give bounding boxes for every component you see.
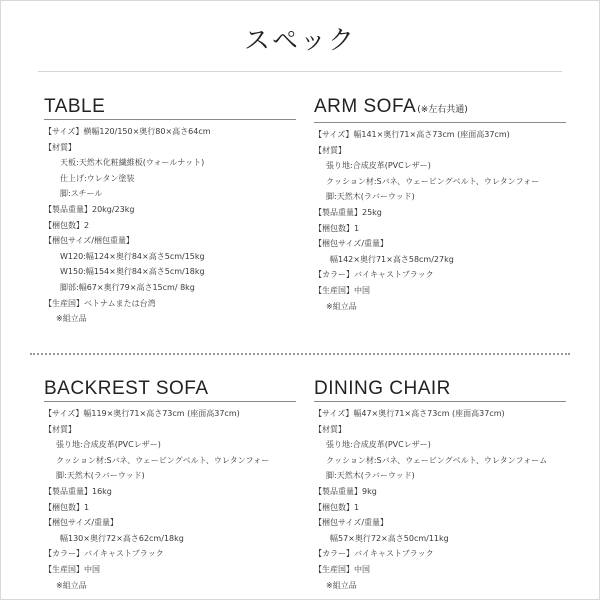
spec-line-size: 【サイズ】幅47×奥行71×高さ73cm (座面高37cm) [314, 409, 505, 418]
section-heading-text: ARM SOFA [314, 96, 417, 117]
spec-line-package: 脚部:幅67×奥行79×高さ15cm/ 8kg [60, 282, 195, 292]
spec-line-material: 張り地:合成皮革(PVCレザー) [326, 440, 431, 450]
spec-line-size: 【サイズ】幅119×奥行71×高さ73cm (座面高37cm) [44, 409, 240, 418]
spec-lines [44, 406, 299, 593]
section-heading [314, 378, 569, 400]
spec-line-weight: 【製品重量】20kg/23kg [44, 204, 135, 214]
spec-line-assembly-note: ※組立品 [326, 580, 357, 590]
dotted-divider [30, 353, 570, 355]
spec-line-color: 【カラー】バイキャストブラック [314, 270, 434, 280]
section-heading [44, 378, 299, 400]
spec-line-material: クッション材:Sバネ、ウェービングベルト、ウレタンフォーム [326, 455, 548, 465]
spec-line-origin: 【生産国】中国 [314, 564, 370, 574]
spec-line-package-label: 【梱包サイズ/梱包重量】 [44, 236, 135, 246]
spec-section-backrest-sofa [44, 378, 299, 593]
spec-line-package: 幅142×奥行71×高さ58cm/27kg [330, 254, 454, 264]
section-rule [314, 122, 566, 123]
section-heading-text: TABLE [44, 96, 106, 117]
spec-line-material: 脚:天然木(ラバーウッド) [56, 471, 145, 481]
spec-line-material: 脚:天然木(ラバーウッド) [326, 471, 415, 481]
section-heading [44, 96, 299, 118]
spec-line-package-count: 【梱包数】1 [314, 502, 360, 512]
spec-line-material-label: 【材質】 [314, 145, 346, 155]
spec-line-package-count: 【梱包数】2 [44, 220, 90, 230]
section-heading [314, 96, 569, 121]
section-heading-text: BACKREST SOFA [44, 378, 209, 399]
spec-line-size: 【サイズ】幅141×奥行71×高さ73cm (座面高37cm) [314, 130, 510, 139]
section-heading-note: (※左右共通) [417, 105, 468, 115]
spec-line-assembly-note: ※組立品 [56, 314, 87, 324]
spec-line-package-count: 【梱包数】1 [314, 223, 360, 233]
spec-line-assembly-note: ※組立品 [56, 580, 87, 590]
spec-line-package: W150:幅154×奥行84×高さ5cm/18kg [60, 267, 205, 277]
spec-section-arm-sofa [314, 96, 569, 314]
spec-lines [44, 124, 299, 327]
section-rule [314, 401, 566, 402]
spec-line-material: クッション材:Sバネ、ウェービングベルト、ウレタンフォー [326, 176, 540, 186]
spec-line-package-label: 【梱包サイズ/重量】 [314, 239, 389, 249]
spec-line-weight: 【製品重量】25kg [314, 207, 382, 217]
spec-section-table [44, 96, 299, 327]
spec-line-color: 【カラー】バイキャストブラック [314, 549, 434, 559]
spec-line-package: 幅130×奥行72×高さ62cm/18kg [60, 533, 184, 543]
page-title: スペック [243, 26, 356, 56]
spec-line-material: 脚:スチール [60, 189, 103, 199]
spec-line-material: 張り地:合成皮革(PVCレザー) [326, 161, 431, 171]
spec-section-dining-chair [314, 378, 569, 593]
spec-line-material: 天板:天然木化粧繊維板(ウォールナット) [60, 158, 205, 168]
spec-line-origin: 【生産国】中国 [314, 285, 370, 295]
spec-line-package: W120:幅124×奥行84×高さ5cm/15kg [60, 251, 205, 261]
spec-lines [314, 406, 569, 593]
spec-line-origin: 【生産国】ベトナムまたは台湾 [44, 298, 156, 308]
spec-line-package: 幅57×奥行72×高さ50cm/11kg [330, 533, 449, 543]
title-divider [38, 71, 562, 72]
spec-line-material: 張り地:合成皮革(PVCレザー) [56, 440, 161, 450]
spec-line-material: 脚:天然木(ラバーウッド) [326, 192, 415, 202]
spec-line-package-label: 【梱包サイズ/重量】 [314, 518, 389, 528]
section-rule [44, 119, 296, 120]
spec-line-weight: 【製品重量】9kg [314, 486, 377, 496]
spec-line-weight: 【製品重量】16kg [44, 486, 112, 496]
spec-line-assembly-note: ※組立品 [326, 301, 357, 311]
spec-line-package-count: 【梱包数】1 [44, 502, 90, 512]
spec-line-material: クッション材:Sバネ、ウェービングベルト、ウレタンフォー [56, 455, 270, 465]
spec-line-material: 仕上げ:ウレタン塗装 [60, 173, 135, 183]
spec-line-material-label: 【材質】 [44, 142, 76, 152]
spec-line-size: 【サイズ】横幅120/150×奥行80×高さ64cm [44, 127, 211, 136]
spec-line-package-label: 【梱包サイズ/重量】 [44, 518, 119, 528]
section-heading-text: DINING CHAIR [314, 378, 451, 399]
section-rule [44, 401, 296, 402]
spec-line-material-label: 【材質】 [44, 424, 76, 434]
spec-line-color: 【カラー】バイキャストブラック [44, 549, 164, 559]
spec-line-material-label: 【材質】 [314, 424, 346, 434]
spec-line-origin: 【生産国】中国 [44, 564, 100, 574]
spec-lines [314, 127, 569, 314]
